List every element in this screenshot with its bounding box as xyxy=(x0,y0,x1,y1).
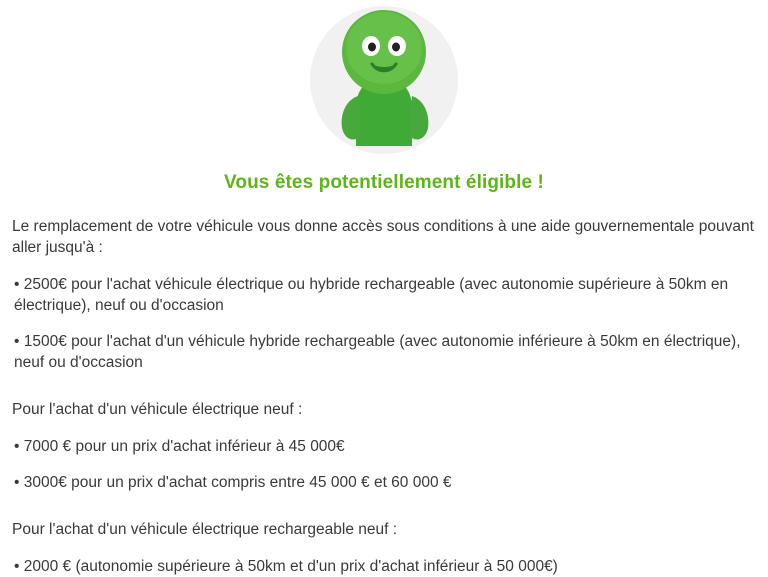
subtitle-electric-new: Pour l'achat d'un véhicule électrique neuf : xyxy=(12,401,303,418)
subtitle-rechargeable-new: Pour l'achat d'un véhicule électrique rechargeable neuf : xyxy=(12,521,398,538)
intro-paragraph: Le remplacement de votre véhicule vous donne accès sous conditions à une aide gouvernementale pouvant aller jusqu'à : xyxy=(12,218,754,256)
mascot-area xyxy=(0,0,768,160)
green-mascot-avatar-icon xyxy=(308,4,460,156)
list-item: • 3000€ pour un prix d'achat compris entre 45 000 € et 60 000 € xyxy=(14,474,452,491)
list-item: • 1500€ pour l'achat d'un véhicule hybride rechargeable (avec autonomie inférieure à 50km en électrique), neuf ou d'occasion xyxy=(14,333,741,371)
list-item: • 2000 € (autonomie supérieure à 50km et d'un prix d'achat inférieur à 50 000€) xyxy=(14,558,558,575)
eligibility-headline: Vous êtes potentiellement éligible ! xyxy=(224,172,544,193)
list-item: • 2500€ pour l'achat véhicule électrique ou hybride rechargeable (avec autonomie supérieure à 50km en électrique), neuf ou d'occasion xyxy=(14,275,729,314)
content-body xyxy=(0,216,768,577)
list-item: • 7000 € pour un prix d'achat inférieur à 45 000€ xyxy=(14,437,345,455)
